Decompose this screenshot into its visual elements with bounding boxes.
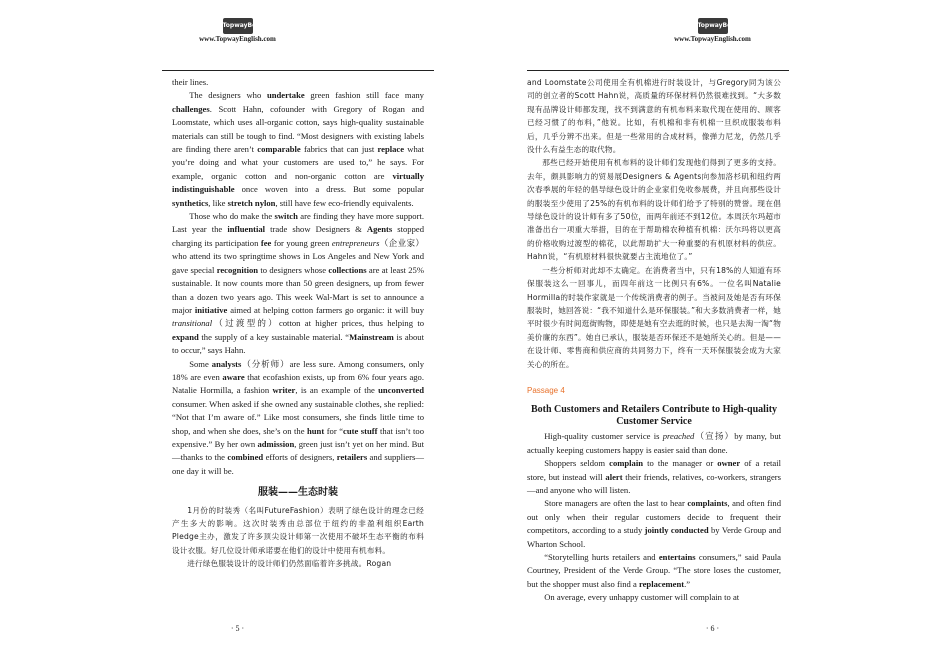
keyword: Agents: [366, 224, 393, 235]
italic-term: transitional: [172, 318, 213, 329]
text-run: , is an example of the: [295, 385, 379, 396]
paragraph: [527, 497, 781, 551]
header-rule: [527, 70, 789, 71]
text-run: fabrics that can just: [300, 144, 378, 155]
keyword: comparable: [257, 144, 301, 155]
text-run: , like: [208, 197, 228, 208]
site-url: www.TopwayEnglish.com: [674, 35, 751, 43]
paragraph: [172, 89, 424, 210]
text-run: .”: [684, 578, 691, 589]
keyword: synthetics: [172, 197, 209, 208]
text-run: （宣扬）by many, but actually keeping customers happy is easier said than done.: [527, 431, 781, 455]
text-run: The designers who: [189, 90, 267, 101]
chinese-paragraph: 那些已经开始使用有机布料的设计师们发现他们得到了更多的支持。去年，颇具影响力的贸易展Designers & Agents向参加洛杉矶和纽约两次春季展的年轻的倡导绿色设计的企业家们免收参展费，并且向那些设计的服装至少使用了25%的有机布料的设计师们给予了特别的赞誉。现在倡导绿色设计的设计师有多了50位，而两年前还不到12位。本周沃尔玛超市准备出台一项重大举措，目的在于帮助棉农种植有机棉：沃尔玛将以更高的价格收购过渡型的棉花，以此帮助扩大一种重要的有机原材料的供应。Hahn说，“有机原材料很快就要占主流地位了。”: [527, 158, 781, 262]
text-run: is about to occur,” says Hahn.: [172, 331, 424, 356]
keyword: analysts: [211, 358, 242, 369]
page-header: [0, 14, 475, 44]
keyword: unconverted: [378, 385, 424, 396]
left-text-column: [172, 76, 424, 571]
text-run: to designers whose: [258, 264, 329, 275]
keyword: aware: [222, 371, 245, 382]
english-passage: [527, 430, 781, 604]
chinese-title: 服装——生态时装: [258, 487, 338, 499]
text-run: , green just isn’t yet on her mind. But—thanks to the: [172, 438, 424, 463]
keyword: undertake: [266, 90, 305, 101]
keyword: writer: [272, 385, 296, 396]
text-run: stopped charging its participation: [172, 224, 425, 248]
text-run: to the manager or: [643, 458, 718, 469]
text-run: for young green: [271, 237, 332, 248]
passage-title: Both Customers and Retailers Contribute to High-quality Customer Service: [530, 404, 778, 428]
keyword: complain: [609, 458, 644, 469]
text-run: consumer. When asked if she owned any sustainable clothes, she replied: “Not that I’m aware of.” Like most consumers, she finds little time to shop, and when she does, she’s on the: [172, 398, 424, 436]
keyword: virtually indistinguishable: [172, 170, 424, 195]
text-run: Some: [189, 358, 212, 369]
text-run: . Scott Hahn, cofounder with Gregory of Rogan and Loomstate, which uses all-organic cotton, says high-quality sustainable materials can still be tough to find. “Most designers with existing labels are finding there aren’t: [172, 103, 424, 155]
english-passage: [172, 76, 424, 478]
text-run: efforts of designers,: [263, 452, 337, 463]
paragraph: [172, 358, 424, 479]
keyword: admission: [257, 438, 295, 449]
text-run: what you’re doing and what your customers are used to,” he says. For example, organic cotton and non-organic cotton are: [172, 144, 424, 181]
keyword: initiative: [194, 304, 228, 315]
text-run: the supply of a key sustainable material. “: [198, 331, 350, 342]
text-run: “Storytelling hurts retailers and: [544, 552, 659, 562]
header-rule: [162, 70, 434, 71]
text-run: and suppliers—one day it will be.: [172, 452, 424, 476]
text-run: that isn’t too expensive.” By her own: [172, 425, 424, 449]
keyword: stretch nylon: [227, 197, 276, 208]
text-run: Store managers are often the last to hear: [544, 498, 688, 509]
topway-logo: TopwayBook: [223, 18, 253, 34]
keyword: jointly conducted: [644, 525, 709, 536]
text-run: , and often find out only when their regular customers decide to frequent their competitors, according to a study: [527, 498, 781, 536]
text-run: of a retail store, but instead will: [527, 458, 781, 482]
text-run: , still have few eco-friendly equivalents.: [275, 197, 414, 208]
keyword: expand: [172, 331, 199, 342]
text-run: （企业家）who attend its two springtime shows in Los Angeles and New York and gave special: [172, 237, 424, 275]
paragraph: [527, 551, 781, 591]
text-run: High-quality customer service is: [544, 431, 663, 442]
text-run: for “: [324, 425, 344, 436]
paragraph: [527, 591, 781, 604]
italic-term: preached: [662, 431, 695, 442]
topway-logo: TopwayBook: [698, 18, 728, 34]
text-run: that ecofashion exists, up from 6% four years ago. Natalie Hormilla, a fashion: [172, 371, 424, 396]
text-run: （过渡型的）cotton at higher prices, thus helping to: [212, 318, 424, 329]
keyword: complaints: [687, 498, 728, 509]
passage-label: Passage 4: [527, 385, 565, 395]
keyword: challenges: [172, 103, 210, 114]
keyword: switch: [274, 211, 298, 222]
right-text-column: [527, 76, 781, 605]
text-run: their friends, relatives, co-workers, strangers—and anyone who will listen.: [527, 471, 782, 495]
page-number: · 6 ·: [705, 624, 720, 633]
keyword: collections: [328, 264, 367, 275]
text-run: green fashion still face many: [304, 90, 424, 101]
chinese-paragraph: 进行绿色服装设计的设计师们仍然面临着许多挑战。Rogan: [187, 559, 392, 569]
text-run: consumers,” said Paula Courtney, President of the Verde Group. “The store loses the customer, but the shopper must also find a: [527, 552, 781, 589]
keyword: replace: [377, 144, 405, 155]
keyword: fee: [260, 237, 272, 248]
keyword: alert: [605, 471, 623, 482]
keyword: retailers: [336, 452, 368, 463]
paragraph: [172, 76, 424, 89]
text-run: trade show Designers &: [265, 224, 367, 235]
chinese-paragraph: 一些分析师对此却不太确定。在消费者当中，只有18%的人知道有环保服装这么一回事儿，而四年前这一比例只有6%。一位名叫Natalie Hormilla的时装作家就是一个传统消费者的例子。当被问及她是否有环保服装时，她回答说：“我不知道什么是环保服装。”和大多数消费者一样，她平时很少有时间逛街购物，即使是她有空去逛的时候，也只是去淘一淘“物美价廉的东西”。她自已承认，服装是否环保还不是她所关心的。但是——在设计师、零售商和供应商的共同努力下，终有一天环保服装会成为大家关心的所在。: [527, 265, 781, 369]
keyword: owner: [717, 458, 741, 469]
paragraph: [527, 430, 781, 457]
text-run: aimed at helping cotton farmers go organic: it will buy: [227, 304, 424, 315]
text-run: by Verde Group and Wharton School.: [527, 525, 781, 549]
right-page: [475, 0, 950, 672]
page-number: · 5 ·: [230, 624, 245, 633]
paragraph: [527, 457, 781, 497]
text-run: Those who do make the: [189, 211, 275, 222]
text-run: their lines.: [172, 77, 209, 87]
page-header: [475, 14, 950, 44]
chinese-paragraph: 1月份的时装秀（名叫FutureFashion）表明了绿色设计的理念已经产生多大的影响。这次时装秀由总部位于纽约的非盈利组织Earth Pledge主办，激发了许多顶尖设计师第一次使用不破坏生态平衡的布料设计衣服。好几位设计师承诺要在他们的设计中使用有机布料。: [172, 505, 424, 555]
italic-term: entrepreneurs: [331, 237, 380, 248]
paragraph: [172, 210, 424, 357]
text-run: On average, every unhappy customer will complain to at: [544, 592, 740, 603]
keyword: hunt: [307, 425, 325, 436]
text-run: are at least 25% sustainable. It now counts more than 50 green designers, up from fewer than a dozen two years ago. This week Wal-Mart is set to announce a major: [172, 264, 424, 315]
text-run: are finding they have more support. Last year the: [172, 211, 424, 235]
keyword: combined: [227, 452, 264, 463]
text-run: once woven into a dress. But some popular: [234, 184, 424, 195]
chinese-paragraph: and Loomstate公司使用全有机棉进行时装设计，与Gregory同为该公司的创立者的Scott Hahn说，高质量的环保材料仍然很难找到。“大多数现有品牌设计师都发现，找不到满意的有机布料来取代现在使用的、顾客已经习惯了的布料，”他说。比如，有机棉和非有机棉一旦织成服装布料后，几乎分辨不出来。但是一些常用的合成材料，像弹力尼龙，仍然几乎没什么有益生态的取代物。: [527, 78, 781, 155]
text-run: Shoppers seldom: [544, 458, 610, 469]
keyword: influential: [227, 224, 266, 235]
keyword: recognition: [216, 264, 259, 275]
text-run: （分析师）are less sure. Among consumers, only 18% are even: [172, 358, 424, 382]
keyword: entertains: [658, 552, 696, 562]
keyword: cute stuff: [343, 425, 378, 436]
keyword: Mainstream: [349, 331, 394, 342]
site-url: www.TopwayEnglish.com: [199, 35, 276, 43]
keyword: replacement: [638, 578, 685, 589]
